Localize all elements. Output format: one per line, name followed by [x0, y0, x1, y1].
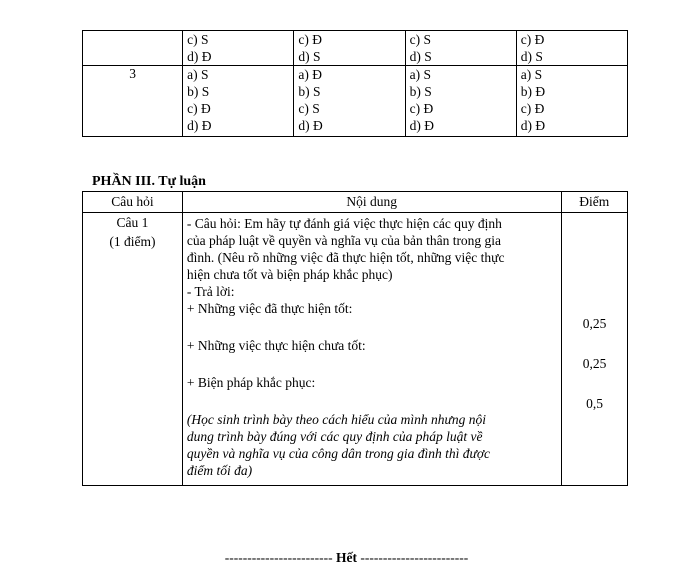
answer-line: c) Đ: [409, 101, 434, 116]
answer-line: c) Đ: [520, 32, 545, 47]
header-score: Điểm: [561, 192, 627, 213]
section-title: PHẦN III. Tự luận: [92, 174, 206, 189]
answer-line: c) S: [298, 101, 320, 116]
answer-cell: [183, 66, 294, 137]
score-item-2: 0,25: [582, 356, 607, 371]
grading-note-line: (Học sinh trình bày theo cách hiểu của mình nhưng nội: [186, 412, 486, 427]
answer-label: - Trả lời:: [186, 284, 235, 299]
answer-table: [82, 30, 628, 137]
score-item-1: 0,25: [582, 316, 607, 331]
answer-line: c) Đ: [298, 32, 322, 47]
answer-cell: [294, 66, 405, 137]
answer-line: d) Đ: [409, 118, 434, 133]
header-content: Nội dung: [182, 192, 561, 213]
answer-line: d) S: [298, 49, 321, 64]
score-cell: [561, 213, 627, 486]
question-label: Câu 1: [116, 215, 149, 230]
answer-cell: [405, 31, 516, 66]
answer-item-1: + Những việc đã thực hiện tốt:: [186, 301, 353, 316]
score-item-3: 0,5: [586, 396, 603, 411]
prompt-line: hiện chưa tốt và biện pháp khắc phục): [186, 267, 393, 282]
question-points: (1 điểm): [109, 234, 156, 249]
answer-line: d) Đ: [187, 118, 212, 133]
table-header-row: [83, 192, 628, 213]
answer-line: c) Đ: [187, 101, 211, 116]
answer-line: d) S: [520, 49, 543, 64]
answer-item-3: + Biện pháp khắc phục:: [186, 375, 316, 390]
answer-line: d) S: [409, 49, 432, 64]
answer-cell: [516, 66, 627, 137]
grading-note-line: quyền và nghĩa vụ của công dân trong gia đình thì được: [186, 446, 491, 461]
grading-note-line: điểm tối đa): [186, 463, 253, 478]
answer-cell: [516, 31, 627, 66]
content-cell: [182, 213, 561, 486]
grading-note-line: dung trình bày đúng với các quy định của pháp luật về: [186, 429, 483, 444]
answer-line: a) S: [520, 67, 543, 82]
answer-line: a) S: [409, 67, 431, 82]
end-word: Hết: [336, 550, 357, 565]
answer-line: a) S: [187, 67, 209, 82]
answer-line: a) Đ: [298, 67, 322, 82]
answer-item-2: + Những việc thực hiện chưa tốt:: [186, 338, 366, 353]
essay-table: [82, 191, 628, 486]
answer-line: b) S: [409, 84, 432, 99]
table-row: [83, 213, 628, 486]
answer-line: d) Đ: [187, 49, 212, 64]
question-number-cell: [83, 31, 183, 66]
end-marker: ------------------------ Hết ------------------------: [224, 550, 469, 565]
answer-cell: [405, 66, 516, 137]
answer-line: b) S: [298, 84, 321, 99]
prompt-line: của pháp luật về quyền và nghĩa vụ của bản thân trong gia: [186, 233, 502, 248]
answer-line: c) S: [409, 32, 431, 47]
table-row: [83, 66, 628, 137]
answer-line: d) Đ: [298, 118, 323, 133]
answer-line: c) Đ: [520, 101, 545, 116]
question-number-cell: 3: [83, 66, 183, 137]
table-row: [83, 31, 628, 66]
answer-line: c) S: [187, 32, 209, 47]
answer-cell: [294, 31, 405, 66]
answer-line: d) Đ: [520, 118, 546, 133]
prompt-line: - Câu hỏi: Em hãy tự đánh giá việc thực hiện các quy định: [186, 216, 502, 231]
header-question: Câu hỏi: [83, 192, 183, 213]
prompt-line: đình. (Nêu rõ những việc đã thực hiện tốt, những việc thực: [186, 250, 505, 265]
answer-cell: [183, 31, 294, 66]
answer-line: b) S: [187, 84, 210, 99]
question-cell: [83, 213, 183, 486]
answer-line: b) Đ: [520, 84, 546, 99]
